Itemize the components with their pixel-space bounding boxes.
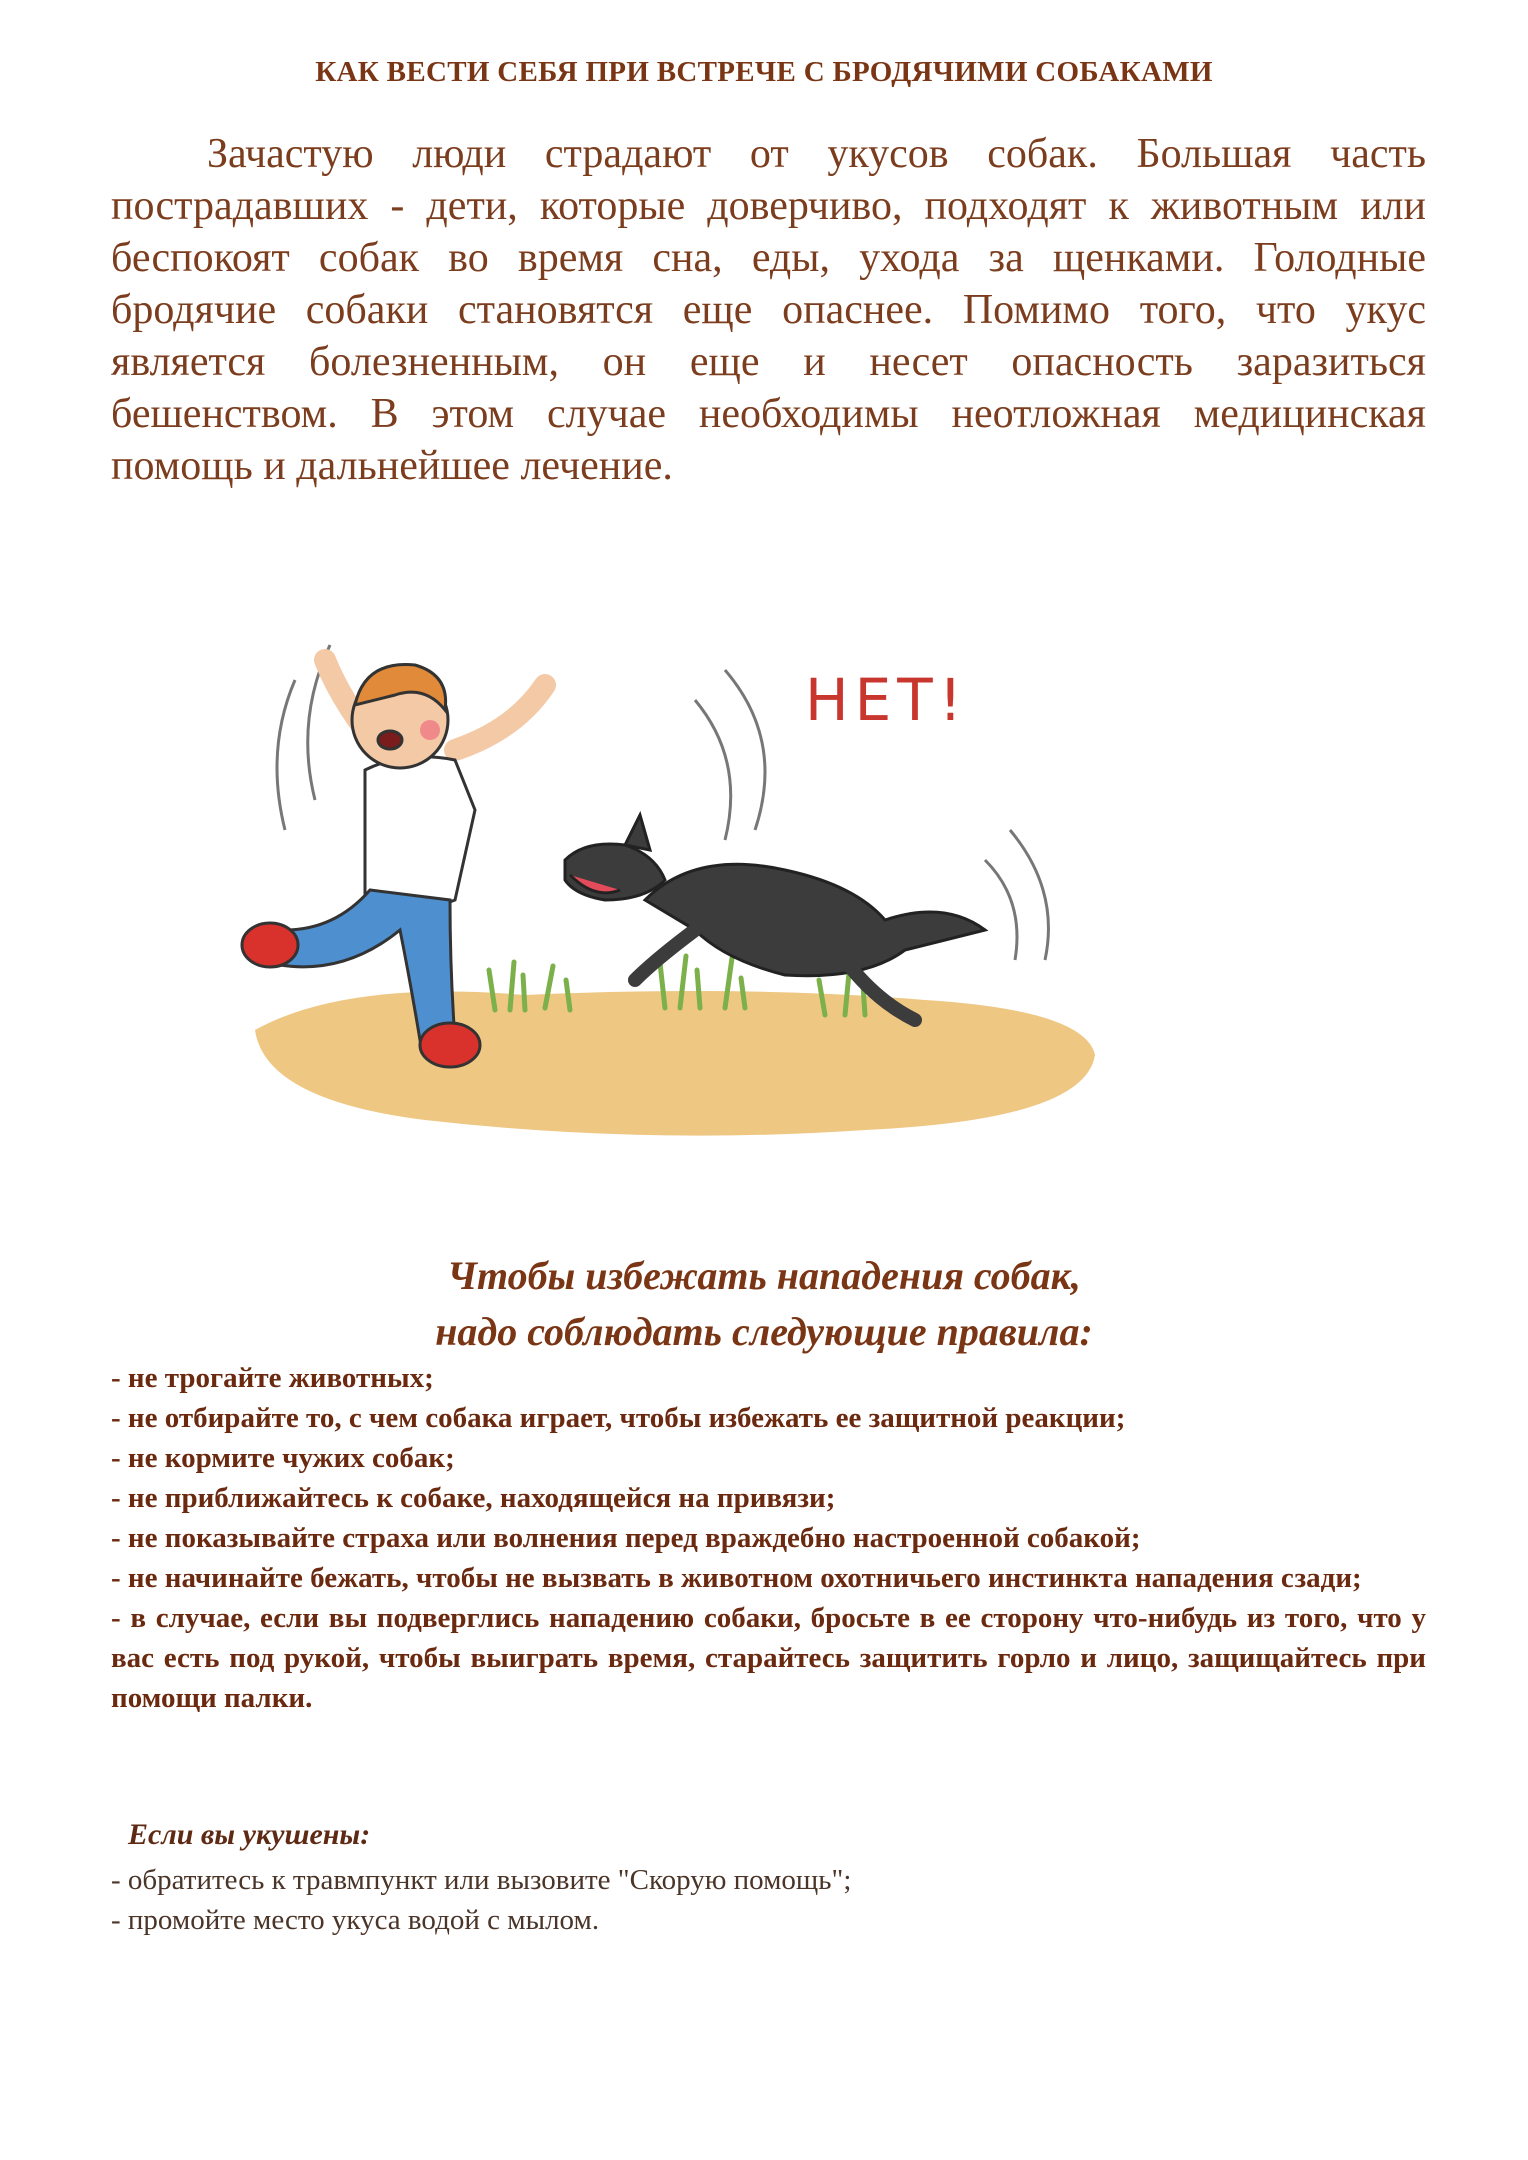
- rule-item: - не кормите чужих собак;: [111, 1442, 455, 1474]
- bitten-item: - промойте место укуса водой с мылом.: [111, 1904, 600, 1936]
- rules-heading-line2: надо соблюдать следующие правила:: [435, 1309, 1093, 1354]
- rule-item: - не трогайте животных;: [111, 1362, 434, 1394]
- illustration-caption: НЕТ!: [805, 666, 968, 734]
- rules-heading: [0, 1248, 1528, 1360]
- rule-item: - не показывайте страха или волнения перед враждебно настроенной собакой;: [111, 1522, 1141, 1554]
- rule-item: - не начинайте бежать, чтобы не вызвать в животном охотничьего инстинкта нападения сзади;: [111, 1562, 1362, 1594]
- rule-item: - не приближайтесь к собаке, находящейся на привязи;: [111, 1482, 836, 1514]
- bitten-item: - обратитесь к травмпункт или вызовите "Скорую помощь";: [111, 1864, 852, 1896]
- rule-item: - не отбирайте то, с чем собака играет, чтобы избежать ее защитной реакции;: [111, 1402, 1126, 1434]
- illustration-boy-and-dog: [225, 600, 1125, 1170]
- bitten-list: [111, 1860, 851, 1940]
- rules-heading-line1: Чтобы избежать нападения собак,: [447, 1253, 1081, 1298]
- rules-list: [111, 1358, 1426, 1718]
- page-title: КАК ВЕСТИ СЕБЯ ПРИ ВСТРЕЧЕ С БРОДЯЧИМИ СОБАКАМИ: [315, 56, 1213, 88]
- dog: [565, 815, 985, 1020]
- rule-item: - в случае, если вы подверглись нападению собаки, бросьте в ее сторону что-нибудь из того, что у вас есть под рукой, чтобы выиграть время, старайтесь защитить горло и лицо, защищайтесь при помощи палки.: [111, 1602, 1426, 1714]
- intro-paragraph: Зачастую люди страдают от укусов собак. Большая часть пострадавших - дети, которые доверчиво, подходят к животным или беспокоят собак во время сна, еды, ухода за щенками. Голодные бродячие собаки становятся еще опаснее. Помимо того, что укус является болезненным, он еще и несет опасность заразиться бешенством. В этом случае необходимы неотложная медицинская помощь и дальнейшее лечение.: [111, 131, 1426, 489]
- ground-patch: [255, 991, 1095, 1136]
- bitten-heading: Если вы укушены:: [128, 1818, 371, 1851]
